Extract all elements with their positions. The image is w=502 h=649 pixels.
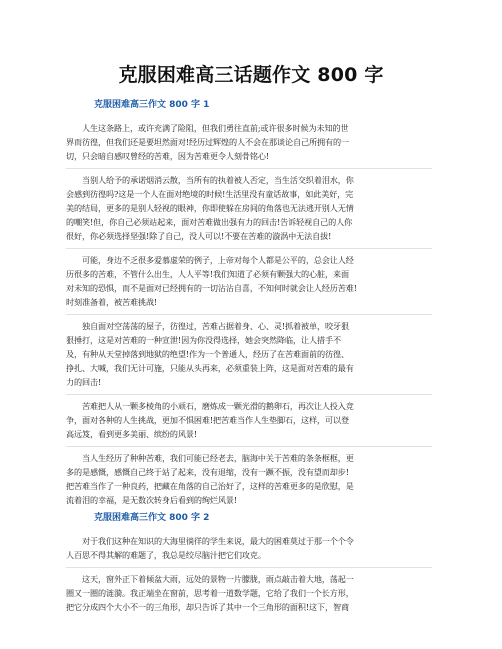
text-line: 时刻准备着，被苦难挑战! <box>66 297 158 307</box>
text-line: 人百思不得其解的难题了，我总是绞尽脑汁把它们攻克。 <box>66 550 266 560</box>
paragraph <box>66 117 432 163</box>
text-line: 争，面对各种的人生挑战，更加不惧困难!把苦难当作人生垫脚石，这样，可以登 <box>66 415 349 425</box>
section-heading: 克服困难高三作文 800 字 1 <box>94 100 210 110</box>
paragraph <box>66 446 432 507</box>
text-line: 可能，身边不乏很多爱慕虚荣的例子，上帝对每个人都是公平的，总会让人经 <box>82 255 354 265</box>
text-line: 界而彷徨，但我们还是要坦然面对!经历过辉煌的人不会在那谈论自己所拥有的一 <box>66 137 349 147</box>
text-line: 狠捶打，这是对苦难的一种宣泄!因为你没得选择，她会突然降临，让人措手不 <box>66 335 341 345</box>
text-line: 多的是感慨，感慨自己终于站了起来，没有退缩，没有一蹶不振，没有望而却步! <box>66 467 349 477</box>
text-line: 流着泪的幸福，是无数次转身后看到的绚烂风景! <box>66 495 238 505</box>
section-heading: 克服困难高三作文 800 字 2 <box>94 513 210 523</box>
text-line: 对于我们这种在知识的大海里徜徉的学生来说，最大的困难莫过于那一个个令 <box>82 536 354 546</box>
text-line: 把它分成四个大小不一的三角形，却只告诉了其中一个三角形的面积!这下，智商 <box>66 602 349 612</box>
paragraph <box>66 168 432 243</box>
text-line: 力的回击! <box>66 377 102 387</box>
document-title: 克服困难高三话题作文 800 字 <box>118 64 384 86</box>
document-body <box>66 99 432 619</box>
text-line: 当人生经历了种种苦难，我们可能已经老去，脑海中关于苦难的条条框框，更 <box>82 453 354 463</box>
text-line: 历很多的苦难，不管什么出生，人人平等!我们知道了必须有颗强大的心脏，来面 <box>66 269 349 279</box>
paragraph <box>66 394 432 441</box>
paragraph <box>66 530 432 562</box>
text-line: 对未知的恐惧，而不是面对已经拥有的一切沾沾自喜，不知何时就会让人经历苦难! <box>66 283 357 293</box>
text-line: 把苦难当作了一种良药，把藏在角落的自己治好了，这样的苦难更多的是欣慰，是 <box>66 481 354 491</box>
text-line: 的嘲笑!但，你自己必须站起来，面对苦难做出强有力的回击!告诉轻视自己的人你 <box>66 217 353 227</box>
text-line: 美的结局，更多的是别人轻视的眼神，你即使躲在房间的角落也无法逃开别人无情 <box>66 203 354 213</box>
text-line: 苦难把人从一颗多棱角的小顽石，磨炼成一颗光滑的鹅卵石，再次让人投入竞 <box>82 401 354 411</box>
text-line: 高远笈，看到更多美丽、缤纷的风景! <box>66 429 198 439</box>
text-line: 及，有种从天堂掉落到地狱的绝望!作为一个普通人，经历了在苦难面前的彷徨、 <box>66 349 349 359</box>
paragraph <box>66 248 432 309</box>
text-line: 圈又一圈的涟漪。我正端坐在窗前，思考着一道数学题，它给了我们一个长方形， <box>66 588 354 598</box>
text-line: 切，只会暗自感叹曾经的苦难，因为苦难更令人刻骨铭心! <box>66 151 269 161</box>
text-line: 这天，窗外正下着倾盆大雨，远处的景物一片朦胧，雨点敲击着大地，荡起一 <box>82 574 354 584</box>
text-line: 会感到彷徨吗?这是一个人在面对绝境的时候!生活里没有童话故事，如此美好，完 <box>66 189 354 199</box>
paragraph <box>66 567 432 614</box>
paragraph <box>66 314 432 389</box>
text-line: 独自面对空荡荡的屋子，彷徨过，苦难占据着身、心、灵!抓着被单，咬牙狠 <box>82 321 349 331</box>
text-line: 人生这条路上，或许充满了险阻，但我们勇往直前;或许很多时候为未知的世 <box>82 123 349 133</box>
text-line: 很好，你必须选择坚强!除了自己，没人可以!不要在苦难的漩涡中无法自拔! <box>66 231 332 241</box>
text-line: 当别人给予的承诺烟消云散，当所有的执着被人否定，当生活交织着泪水，你 <box>82 175 354 185</box>
text-line: 挣扎、大喊，我们无计可施，只能从头再来，必须重装上阵，这是面对苦难的最有 <box>66 363 354 373</box>
